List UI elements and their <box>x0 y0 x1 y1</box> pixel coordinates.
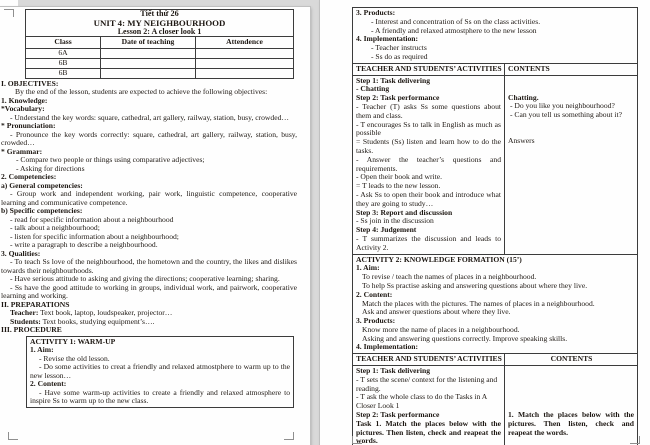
section-heading: II. PREPARATIONS <box>1 299 70 309</box>
unit-title: UNIT 4: MY NEIGHBOURHOOD <box>93 17 226 28</box>
step-heading: Step 2: Task performance <box>356 93 440 103</box>
text-line: Asking and answering questions correctly. Improve speaking skills. <box>362 333 568 343</box>
teacher-items: Text book, laptop, loudspeaker, projector… <box>38 308 173 318</box>
text-line: - To teach Ss love of the neighbourhood, the hometown and the country, the likes and dislikes towards their neighbourhoods. <box>1 257 297 275</box>
text-line: Match the places with the pictures. The names of places in a neighbourhood. <box>362 298 595 308</box>
col-class: Class <box>26 37 101 49</box>
section-heading: * Grammar: <box>1 146 43 156</box>
date-cell <box>101 49 196 59</box>
lesson-subtitle: Lesson 2: A closer look 1 <box>117 26 202 36</box>
text-line: Know more the name of places in a neighbourhood. <box>362 324 520 334</box>
text-line: - T sets the scene/ context for the listening and reading. <box>356 374 498 393</box>
page-left <box>0 7 310 445</box>
text-line: - T encourages Ss to talk in English as much as possible <box>356 119 501 138</box>
section-heading: III. PROCEDURE <box>1 325 62 335</box>
text-line: - Compare two people or things using comparative adjectives; <box>16 155 205 165</box>
activities-cell <box>353 366 505 445</box>
text-line: - Have some warm-up activities to create a friendly and relaxed atmosphere to inspire Ss to warm up to the new class. <box>30 387 290 406</box>
col-date: Date of teaching <box>101 37 196 49</box>
step-heading: Step 1: Task delivering <box>356 366 431 376</box>
text-line: - T summarizes the discussion and leads to Activity 2. <box>356 233 501 252</box>
attendence-cell <box>196 49 294 59</box>
question-line: - Can you tell us something about it? <box>510 110 622 120</box>
page-left-content <box>1 7 297 408</box>
step-heading: Step 1: Task delivering <box>356 75 431 85</box>
step-heading: Step 4: Judgement <box>356 225 417 235</box>
table-row <box>26 59 294 69</box>
spacer <box>508 367 634 411</box>
text-line: - A friendly and relaxed atmostphere to the new lesson <box>371 25 537 35</box>
contents-cell <box>505 76 637 254</box>
products-heading: 3. Products: <box>356 8 396 17</box>
step-heading: - Chatting <box>356 84 390 94</box>
text-line: - Ss do as required <box>371 51 428 61</box>
col-attendence: Attendence <box>196 37 294 49</box>
header-contents: CONTENTS <box>550 354 593 364</box>
implementation-heading: 4. Implementation: <box>356 342 419 352</box>
activity1-title: ACTIVITY 1: WARM-UP <box>30 336 116 346</box>
text-line: By the end of the lesson, students are expected to achieve the following objectives: <box>15 87 268 97</box>
activities-cell <box>353 76 505 254</box>
section-heading: I. OBJECTIVES: <box>1 78 59 88</box>
contents-cell <box>505 366 637 445</box>
header-contents: CONTENTS <box>508 63 550 73</box>
date-cell <box>101 68 196 78</box>
spacer <box>508 120 634 137</box>
page-right <box>320 0 650 445</box>
section-heading: a) General competencies: <box>1 180 83 190</box>
activity1-box <box>26 336 294 408</box>
section-heading: * Pronunciation: <box>1 121 56 131</box>
text-line: - Interest and concentration of Ss on the class activities. <box>371 16 541 26</box>
table-row <box>26 68 294 78</box>
header-activities: TEACHER AND STUDENTS’ ACTIVITIES <box>353 354 505 365</box>
section-heading: 1. Knowledge: <box>1 95 48 105</box>
aim-heading: 1. Aim: <box>30 345 54 355</box>
activity2-section <box>353 254 637 354</box>
spacer <box>508 77 634 94</box>
students-label: Students: <box>10 316 41 326</box>
attendence-cell <box>196 68 294 78</box>
text-boundary-mark <box>352 436 362 444</box>
implementation-heading: 4. Implementation: <box>356 34 419 44</box>
text-line: - Understand the key words: square, cathedral, art gallery, railway, station, busy, crowded… <box>10 112 289 122</box>
text-line: - Ask Ss to open their book and introduce what they are going to study… <box>356 189 501 208</box>
class-cell: 6B <box>26 59 101 69</box>
question-line: - Do you like you neighbourhood? <box>510 101 615 111</box>
products-heading: 3. Products: <box>356 316 396 326</box>
text-line: Ask and answer questions about where they live. <box>362 307 511 317</box>
text-line: - Asking for directions <box>16 163 85 173</box>
header-activities: TEACHER AND STUDENTS’ ACTIVITIES <box>353 64 505 75</box>
text-boundary-mark <box>284 432 294 440</box>
section-heading: b) Specific competencies: <box>1 206 83 216</box>
table-header-row <box>26 37 294 49</box>
text-boundary-mark <box>8 432 18 440</box>
lesson-title-cell <box>26 10 294 37</box>
text-line: = T leads to the new lesson. <box>356 181 441 191</box>
text-line: - talk about a neighbourhood; <box>10 223 100 233</box>
page-right-content <box>352 7 638 445</box>
activity2-steps-row <box>353 365 637 445</box>
procedure-table <box>352 7 638 445</box>
activity2-title: ACTIVITY 2: KNOWLEDGE FORMATION (15’) <box>356 254 522 264</box>
students-items: Text books, studying equipment’s…. <box>40 316 155 326</box>
text-line: - Ss have the good attitude to working in groups, individual work, and pairwork, cooperative learning and working. <box>1 282 297 301</box>
activity1-steps-row <box>353 75 637 254</box>
text-line: - Have serious attitude to asking and giving the directions; cooperative learning; sharing. <box>10 274 280 284</box>
text-line: - Teacher instructs <box>371 43 427 53</box>
answers-label: Answers <box>508 135 535 145</box>
step-heading: Step 3: Report and discussion <box>356 207 453 217</box>
table-header-row <box>353 353 637 365</box>
text-boundary-mark <box>630 436 640 444</box>
text-line: = Students (Ss) listen and learn how to do the tasks. <box>356 137 501 155</box>
text-line: - write a paragraph to describe a neighbourhood. <box>10 240 158 250</box>
task1-instruction: Task 1. Match the places below with the pictures. Then listen, check and reapeat the words. <box>356 418 501 445</box>
text-line: - Do some activities to creat a friendly and relaxed atmostphere to warm up to the new lesson… <box>30 362 290 380</box>
aim-heading: 1. Aim: <box>356 263 380 273</box>
text-line: - T ask the whole class to do the Tasks in A Closer Look 1 <box>356 392 487 411</box>
lesson-number: Tiết thứ 26 <box>140 9 179 18</box>
text-line: - listen for specific information about a neighbourhood; <box>10 231 179 241</box>
text-line: - read for specific information about a neighbourhood <box>10 214 174 224</box>
text-line: - Revise the old lesson. <box>39 353 110 363</box>
section-heading: *Vocabulary: <box>1 104 45 114</box>
section-heading: 2. Competencies: <box>1 172 57 182</box>
date-cell <box>101 59 196 69</box>
step-heading: Step 2: Task performance <box>356 410 440 420</box>
class-attendance-table <box>25 9 294 79</box>
text-line: - Pronounce the key words correctly: square, cathedral, art gallery, railway, station, busy, crowded… <box>1 129 297 148</box>
text-line: To help Ss practise asking and answering questions about where they live. <box>362 280 588 290</box>
class-cell: 6A <box>26 49 101 59</box>
text-line: - Ss join in the discussion <box>356 216 434 226</box>
class-cell: 6B <box>26 68 101 78</box>
page-remnant <box>0 0 18 6</box>
products-implementation-section <box>353 8 637 63</box>
content-heading: 2. Content: <box>356 289 393 299</box>
task1-contents: 1. Match the places below with the pictures. Then listen, check and reapeat the words. <box>508 410 634 437</box>
text-line: - Group work and independent working, pair work, linguistic competence, cooperative learning and communicative competence. <box>1 189 297 207</box>
text-line: - Answer the teacher’s questions and requirements. <box>356 154 501 173</box>
section-heading: 3. Qualities: <box>1 248 41 258</box>
text-line: - Teacher (T) asks Ss some questions about them and class. <box>356 101 501 120</box>
chatting-heading: Chatting. <box>508 92 539 102</box>
attendence-cell <box>196 59 294 69</box>
teacher-label: Teacher: <box>10 308 39 318</box>
content-heading: 2. Content: <box>30 379 67 389</box>
text-line: To revise / teach the names of places in a neighbourhood. <box>362 272 537 282</box>
table-header-row <box>353 63 637 75</box>
text-line: - Open their book and write. <box>356 172 443 182</box>
